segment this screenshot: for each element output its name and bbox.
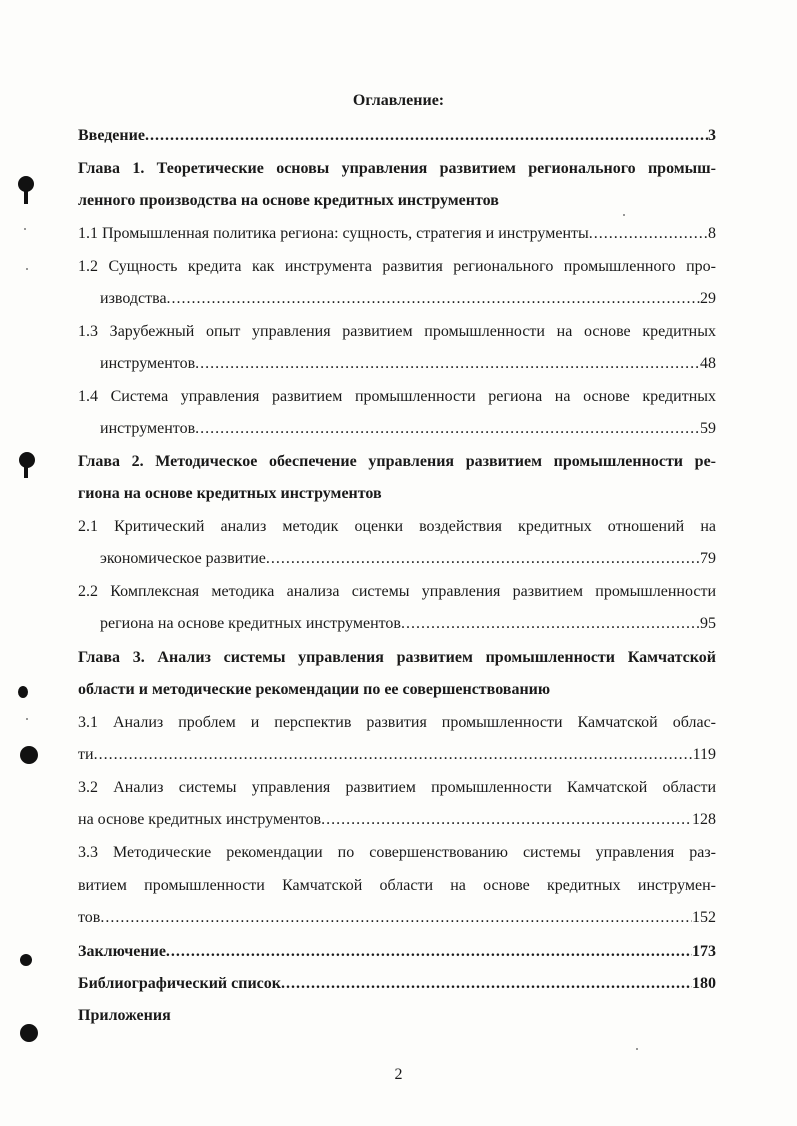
leader-dots <box>281 974 692 994</box>
punch-hole-mark <box>20 954 32 966</box>
punch-hole-mark <box>20 1024 38 1042</box>
entry-page: 152 <box>692 909 716 926</box>
chapter-1-line-1[interactable]: Глава 1. Теоретические основы управления развитием регионального промыш- <box>78 160 716 177</box>
entry-page: 128 <box>692 811 716 828</box>
entry-page: 59 <box>700 420 716 437</box>
entry-title: Введение <box>78 127 145 144</box>
leader-dots <box>195 354 700 374</box>
entry-page: 79 <box>700 550 716 567</box>
chapter-1-line-2[interactable]: ленного производства на основе кредитных инструментов <box>78 192 499 209</box>
entry-title: тов <box>78 909 101 926</box>
leader-dots <box>195 419 700 439</box>
toc-entry-1-2-line-2[interactable] <box>100 289 716 309</box>
entry-title: Библиографический список <box>78 975 281 992</box>
entry-page: 119 <box>692 746 716 763</box>
page-number: 2 <box>394 1066 403 1083</box>
toc-entry-3-3-line-1[interactable]: 3.3 Методические рекомендации по совершенствованию системы управления раз- <box>78 844 716 861</box>
leader-dots <box>401 614 700 634</box>
entry-page: 95 <box>700 615 716 632</box>
chapter-3-line-2[interactable]: области и методические рекомендации по ее совершенствованию <box>78 681 551 698</box>
scan-speck <box>636 1048 638 1050</box>
toc-entry-appendices[interactable]: Приложения <box>78 1007 171 1024</box>
punch-hole-mark <box>18 686 28 698</box>
toc-entry-3-3-line-2[interactable]: витием промышленности Камчатской области на основе кредитных инструмен- <box>78 877 716 894</box>
entry-title: на основе кредитных инструментов <box>78 811 322 828</box>
toc-entry-1-3-line-1[interactable]: 1.3 Зарубежный опыт управления развитием промышленности на основе кредитных <box>78 323 716 340</box>
leader-dots <box>321 810 692 830</box>
leader-dots <box>166 942 692 962</box>
toc-entry-1-4-line-2[interactable] <box>100 419 716 439</box>
scan-speck <box>26 268 28 270</box>
entry-title: ти <box>78 746 94 763</box>
leader-dots <box>100 908 692 928</box>
scan-speck <box>623 214 625 216</box>
leader-dots <box>266 549 700 569</box>
entry-title: инструментов <box>100 420 196 437</box>
entry-page: 180 <box>692 975 716 992</box>
toc-entry-2-1-line-1[interactable]: 2.1 Критический анализ методик оценки воздействия кредитных отношений на <box>78 518 716 535</box>
entry-page: 29 <box>700 290 716 307</box>
toc-entry-conclusion[interactable] <box>78 942 716 962</box>
leader-dots <box>589 224 708 244</box>
chapter-2-line-1[interactable]: Глава 2. Методическое обеспечение управления развитием промышленности ре- <box>78 453 716 470</box>
entry-title: региона на основе кредитных инструментов <box>100 615 401 632</box>
leader-dots <box>145 126 708 146</box>
punch-hole-mark <box>24 190 28 204</box>
scan-speck <box>26 718 28 720</box>
toc-entry-3-3-line-3[interactable] <box>78 908 716 928</box>
toc-entry-2-2-line-2[interactable] <box>100 614 716 634</box>
entry-title: экономическое развитие <box>100 550 266 567</box>
leader-dots <box>167 289 700 309</box>
chapter-2-line-2[interactable]: гиона на основе кредитных инструментов <box>78 485 382 502</box>
toc-entry-3-1-line-2[interactable] <box>78 745 716 765</box>
toc-entry-1-4-line-1[interactable]: 1.4 Система управления развитием промышленности региона на основе кредитных <box>78 388 716 405</box>
toc-entry-bibliography[interactable] <box>78 974 716 994</box>
entry-title: 1.1 Промышленная политика региона: сущность, стратегия и инструменты <box>78 225 589 242</box>
entry-title: Заключение <box>78 943 166 960</box>
entry-title: изводства <box>100 290 167 307</box>
toc-entry-3-2-line-2[interactable] <box>78 810 716 830</box>
toc-entry-intro[interactable] <box>78 126 716 146</box>
entry-title: инструментов <box>100 355 196 372</box>
toc-entry-2-1-line-2[interactable] <box>100 549 716 569</box>
entry-page: 8 <box>708 225 716 242</box>
entry-page: 48 <box>700 355 716 372</box>
leader-dots <box>94 745 693 765</box>
toc-entry-3-2-line-1[interactable]: 3.2 Анализ системы управления развитием промышленности Камчатской области <box>78 779 716 796</box>
toc-entry-1-2-line-1[interactable]: 1.2 Сущность кредита как инструмента развития регионального промышленного про- <box>78 258 716 275</box>
toc-heading: Оглавление: <box>352 92 445 109</box>
toc-entry-3-1-line-1[interactable]: 3.1 Анализ проблем и перспектив развития промышленности Камчатской облас- <box>78 714 716 731</box>
entry-page: 173 <box>692 943 716 960</box>
punch-hole-mark <box>20 746 38 764</box>
punch-hole-mark <box>24 466 28 478</box>
chapter-3-line-1[interactable]: Глава 3. Анализ системы управления развитием промышленности Камчатской <box>78 649 716 666</box>
toc-entry-1-3-line-2[interactable] <box>100 354 716 374</box>
toc-entry-1-1[interactable] <box>78 224 716 244</box>
scan-speck <box>24 228 26 230</box>
entry-page: 3 <box>708 127 716 144</box>
toc-entry-2-2-line-1[interactable]: 2.2 Комплексная методика анализа системы управления развитием промышленности <box>78 583 716 600</box>
